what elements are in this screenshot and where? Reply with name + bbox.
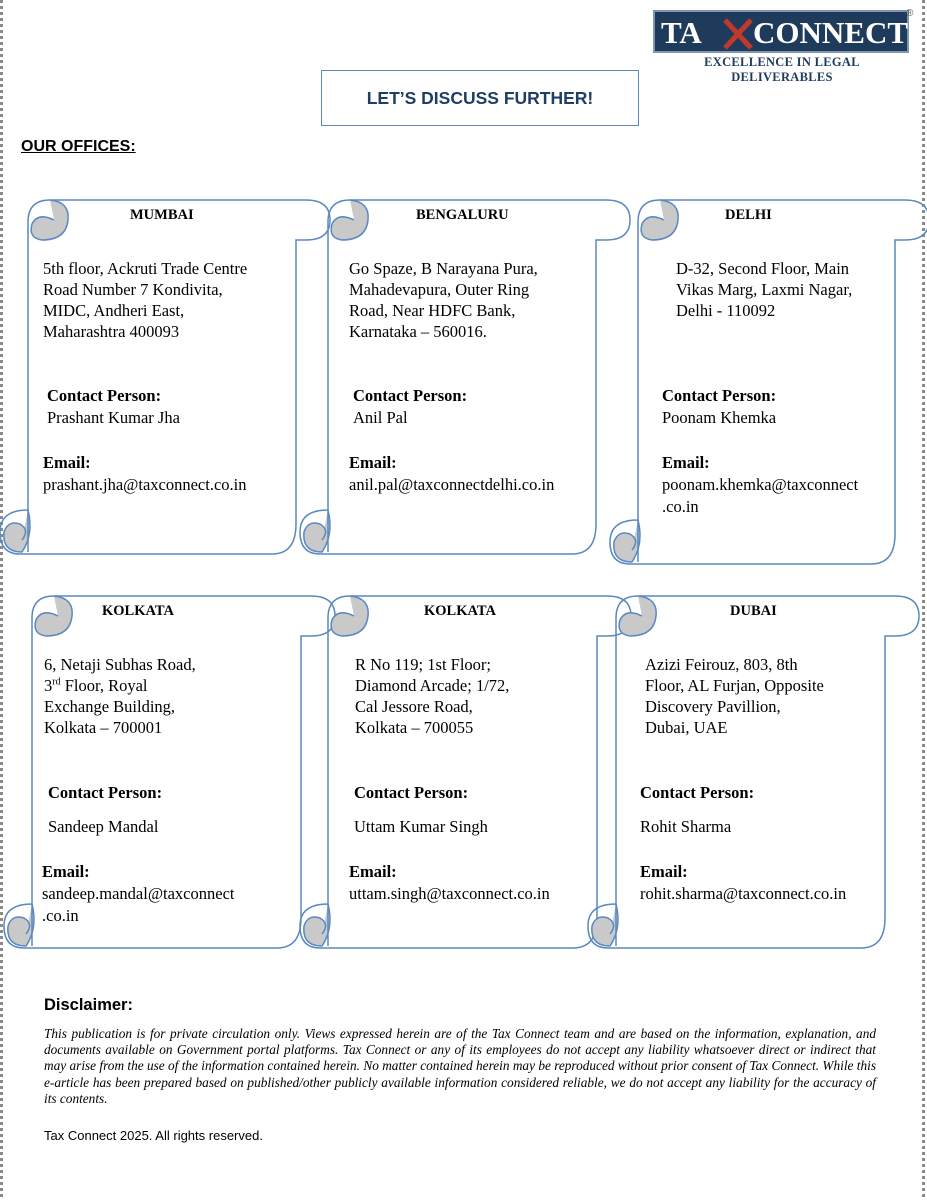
office-address-line: Kolkata – 700001 (44, 718, 163, 737)
office-address-line: Delhi - 110092 (676, 301, 776, 320)
office-address-line: Floor, AL Furjan, Opposite (645, 676, 824, 695)
email-label: Email: (662, 453, 710, 472)
office-address-line: Discovery Pavillion, (645, 697, 781, 716)
contact-label: Contact Person: (662, 386, 777, 405)
email-label: Email: (43, 453, 91, 472)
office-address-line: MIDC, Andheri East, (43, 301, 185, 320)
contact-label: Contact Person: (353, 386, 468, 405)
registered-mark: ® (906, 8, 914, 19)
contact-name: Sandeep Mandal (48, 817, 159, 836)
disclaimer-title: Disclaimer: (44, 996, 133, 1014)
right-border-decoration (922, 0, 925, 1200)
logo-banner (653, 10, 909, 53)
office-card (588, 594, 920, 956)
office-address-line: Road, Near HDFC Bank, (349, 301, 516, 320)
left-border-decoration (0, 0, 3, 1200)
office-card (610, 198, 927, 572)
heading-box (321, 70, 639, 126)
contact-name: Uttam Kumar Singh (354, 817, 488, 836)
offices-section-title: OUR OFFICES: (21, 138, 136, 155)
office-address-line: Karnataka – 560016. (349, 322, 487, 341)
copyright-notice: Tax Connect 2025. All rights reserved. (44, 1128, 263, 1143)
office-city: KOLKATA (102, 603, 174, 619)
office-address-line: Vikas Marg, Laxmi Nagar, (676, 280, 853, 299)
office-city: KOLKATA (424, 603, 496, 619)
office-address-line: Exchange Building, (44, 697, 176, 716)
office-card (300, 594, 632, 956)
contact-name: Rohit Sharma (640, 817, 732, 836)
office-city: BENGALURU (416, 207, 509, 223)
office-city: MUMBAI (130, 207, 194, 223)
office-card (300, 198, 631, 562)
office-address-line: Cal Jessore Road, (355, 697, 473, 716)
office-address-line: 5th floor, Ackruti Trade Centre (43, 259, 248, 278)
office-address-line: Maharashtra 400093 (43, 322, 180, 341)
office-email: prashant.jha@taxconnect.co.in (43, 475, 247, 494)
email-label: Email: (349, 862, 397, 881)
office-email: uttam.singh@taxconnect.co.in (349, 884, 550, 903)
scroll-frame-icon (300, 198, 631, 562)
office-card (0, 198, 331, 562)
office-email: rohit.sharma@taxconnect.co.in (640, 884, 847, 903)
office-address-line: Diamond Arcade; 1/72, (355, 676, 510, 695)
office-address-line: D-32, Second Floor, Main (676, 259, 850, 278)
office-address-line: Dubai, UAE (645, 718, 728, 737)
scroll-frame-icon (0, 198, 331, 562)
office-city: DUBAI (730, 603, 777, 619)
contact-label: Contact Person: (47, 386, 162, 405)
taxconnect-logo (653, 8, 914, 84)
email-label: Email: (349, 453, 397, 472)
office-email: anil.pal@taxconnectdelhi.co.in (349, 475, 555, 494)
office-address-line: Go Spaze, B Narayana Pura, (349, 259, 538, 278)
office-city: DELHI (725, 207, 772, 223)
office-email: .co.in (662, 497, 699, 516)
contact-label: Contact Person: (640, 783, 755, 802)
contact-label: Contact Person: (48, 783, 163, 802)
office-address-line: 3rd Floor, Royal (44, 676, 148, 695)
office-address-line: Kolkata – 700055 (355, 718, 474, 737)
email-label: Email: (42, 862, 90, 881)
logo-text-right: CONNECT (753, 15, 909, 50)
disclaimer-text: This publication is for private circulation only. Views expressed herein are of the Tax Connect team and are based on the information, explanation, and documents available on Government portal platforms. Tax Connect or any of its employees do not accept any liability whatsoever direct or indirect that may arise from the use of the information contained herein. No matter contained herein may be reproduced without prior consent of Tax Connect. While this e-article has been prepared based on published/other publicly available information considered reliable, we do not accept any liability for the accuracy of its contents. (44, 1026, 876, 1106)
office-email: poonam.khemka@taxconnect (662, 475, 859, 494)
office-email: sandeep.mandal@taxconnect (42, 884, 235, 903)
logo-tagline: EXCELLENCE IN LEGAL DELIVERABLES (704, 55, 860, 84)
contact-name: Poonam Khemka (662, 408, 777, 427)
page-heading: LET’S DISCUSS FURTHER! (366, 87, 594, 108)
contact-label: Contact Person: (354, 783, 469, 802)
contact-name: Anil Pal (353, 408, 408, 427)
contact-name: Prashant Kumar Jha (47, 408, 180, 427)
office-address-line: Road Number 7 Kondivita, (43, 280, 223, 299)
office-address-line: R No 119; 1st Floor; (355, 655, 491, 674)
office-address-line: Azizi Feirouz, 803, 8th (645, 655, 798, 674)
office-email: .co.in (42, 906, 79, 925)
email-label: Email: (640, 862, 688, 881)
office-card (4, 594, 336, 956)
office-address-line: Mahadevapura, Outer Ring (349, 280, 530, 299)
logo-text-left: TA (661, 15, 702, 50)
office-address-line: 6, Netaji Subhas Road, (44, 655, 196, 674)
